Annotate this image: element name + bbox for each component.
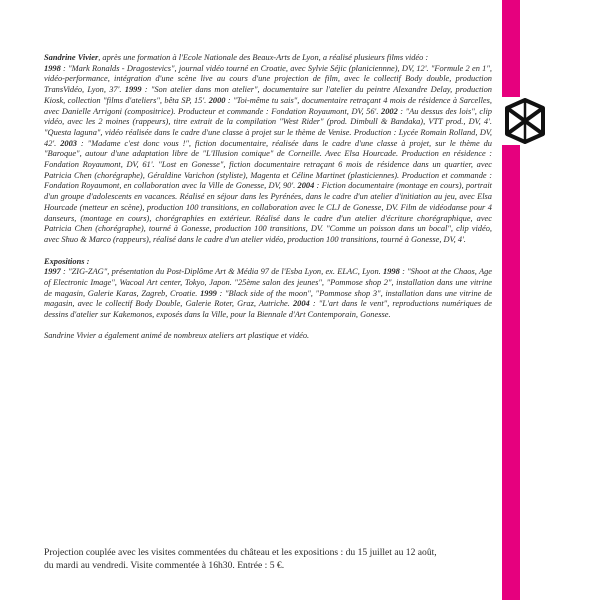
expositions-heading: Expositions : (44, 256, 90, 266)
expositions-list (44, 267, 492, 321)
video-entry: : "Mark Ronalds - Dragostevics", journal vidéo tourné en Croatie, avec Sylvie Séjic (planiciennne), DV, 12'. "Formule 2 en 1", vidéo-performance, intégration d'une scène live au cours d'une projection de film, avec le collectif Body double, production TransVidéo, Lyon, 37'. (44, 63, 492, 95)
year-label: 2002 (381, 106, 398, 116)
year-label: 1998 (383, 267, 400, 277)
exposition-entry: : "Shoot at the Chaos, Age of Electronic Image", Wacoal Art center, Tokyo, Japon. "25ème salon des jeunes", "Pommose shop 2", installation dans une vitrine de magasin, Galerie Karas, Zagreb, Croatie. (44, 267, 493, 298)
year-label: 2003 (60, 138, 77, 148)
screening-info (44, 547, 504, 572)
closing-note: Sandrine Vivier a également animé de nombreux ateliers art plastique et vidéo. (44, 330, 310, 340)
artist-name: Sandrine Vivier (44, 53, 99, 62)
exposition-entry: : "Black side of the moon", "Pommose shop 3", installation dans une vitrine de magasin, avec le collectif Body Double, Galerie Roter, Graz, Autriche. (44, 288, 492, 309)
bio-intro-text: , après une formation à l'Ecole Nationale des Beaux-Arts de Lyon, a réalisé plusieurs films vidéo : (98, 53, 429, 62)
year-label: 1998 (44, 63, 61, 73)
year-label: 2004 (292, 299, 310, 309)
biography-text (44, 53, 492, 342)
spacer (44, 321, 492, 331)
exposition-entry: : "ZIG-ZAG", présentation du Post-Diplôme Art & Média 97 de l'Esba Lyon, ex. ELAC, Lyon. (60, 267, 384, 277)
year-label: 1999 (124, 85, 142, 95)
video-entry: : "Madame c'est donc vous !", fiction documentaire, réalisée dans le cadre d'une classe à projet, sur le thème du "Baroque", autour d'une adaptation libre de "L'Illusion comique" de Corneille. Avec Elsa Hourcade. Production en résidence : Fondation Royaumont, DV, 61'. "Lost en Gonesse", fiction documentaire retraçant 6 mois de résidence dans un quartier, avec Patricia Chen (chorégraphe), Géraldine Varichon (styliste), Magenta et Céline Martinet (plasticiennes). Production et commande : Fondation Royaumont, en collaboration avec la Ville de Gonesse, DV, 90'. (44, 138, 492, 191)
year-label: 1999 (200, 288, 217, 298)
screening-info-line-1: Projection couplée avec les visites commentées du château et les expositions : du 15 juillet au 12 août, (44, 547, 437, 558)
year-label: 2004 (297, 181, 315, 191)
year-label: 2000 (208, 95, 226, 105)
video-entry: : "Son atelier dans mon atelier", documentaire sur l'atelier du peintre Alexandre Delay, production Kiosk, collection "films d'ateliers", bêta SP, 15'. (44, 85, 492, 105)
video-entry: : "Au dessus des lois", clip vidéo, avec les 2 moines (rappeurs), titre extrait de la compilation "West Rider" (prod. Dimbull & Bandaka), VTT prod., DV, 4'. "Questa laguna", vidéo réalisée dans le cadre d'une classe à projet sur le thème de Venise. Production : Lycée Romain Rolland, DV, 42'. (44, 106, 492, 148)
screening-info-line-2: du mardi au vendredi. Visite commentée à 16h30. Entrée : 5 €. (44, 559, 285, 571)
bio-intro (44, 53, 492, 64)
video-entry: : Fiction documentaire (montage en cours), portrait d'un groupe d'adolescents en vacances. Réalisé en séjour dans les Pyrénées, dans le cadre d'un atelier d'initiation au jeu, avec Elsa Hourcade (metteur en scène), production 100 transitions, en collaboration avec le CLJ de Gonesse, DV. Film de vidéodanse pour 4 danseurs, (montage en cours), chorégraphies en extérieur. Réalisé dans le cadre d'un atelier d'écriture chorégraphique, avec Patricia Chen (chorégraphe), tourné à Gonesse, production 100 transitions, DV. "Comme un poisson dans un bocal", clip vidéo, avec Shuo & Marco (rappeurs), réalisé dans le cadre d'un atelier vidéo, production 100 transitions, tourné à Gonesse, DV, 4'. (44, 181, 492, 244)
exposition-entry: : "L'art dans le vent", reproductions numériques de dessins d'atelier sur Kakemonos, exposés dans la Ville, pour la Biennale d'Art Contemporain, Gonesse. (44, 299, 492, 320)
videography (44, 64, 492, 246)
crossed-rectangle-logo-icon (500, 96, 550, 146)
video-entry: : "Toi-même tu sais", documentaire retraçant 4 mois de résidence à Sarcelles, avec Danielle Arrigoni (compositrice). Producteur et commande : Fondation Royaumont, DV, 56'. (44, 95, 492, 116)
accent-vertical-bar (502, 0, 520, 600)
year-label: 1997 (44, 267, 61, 277)
